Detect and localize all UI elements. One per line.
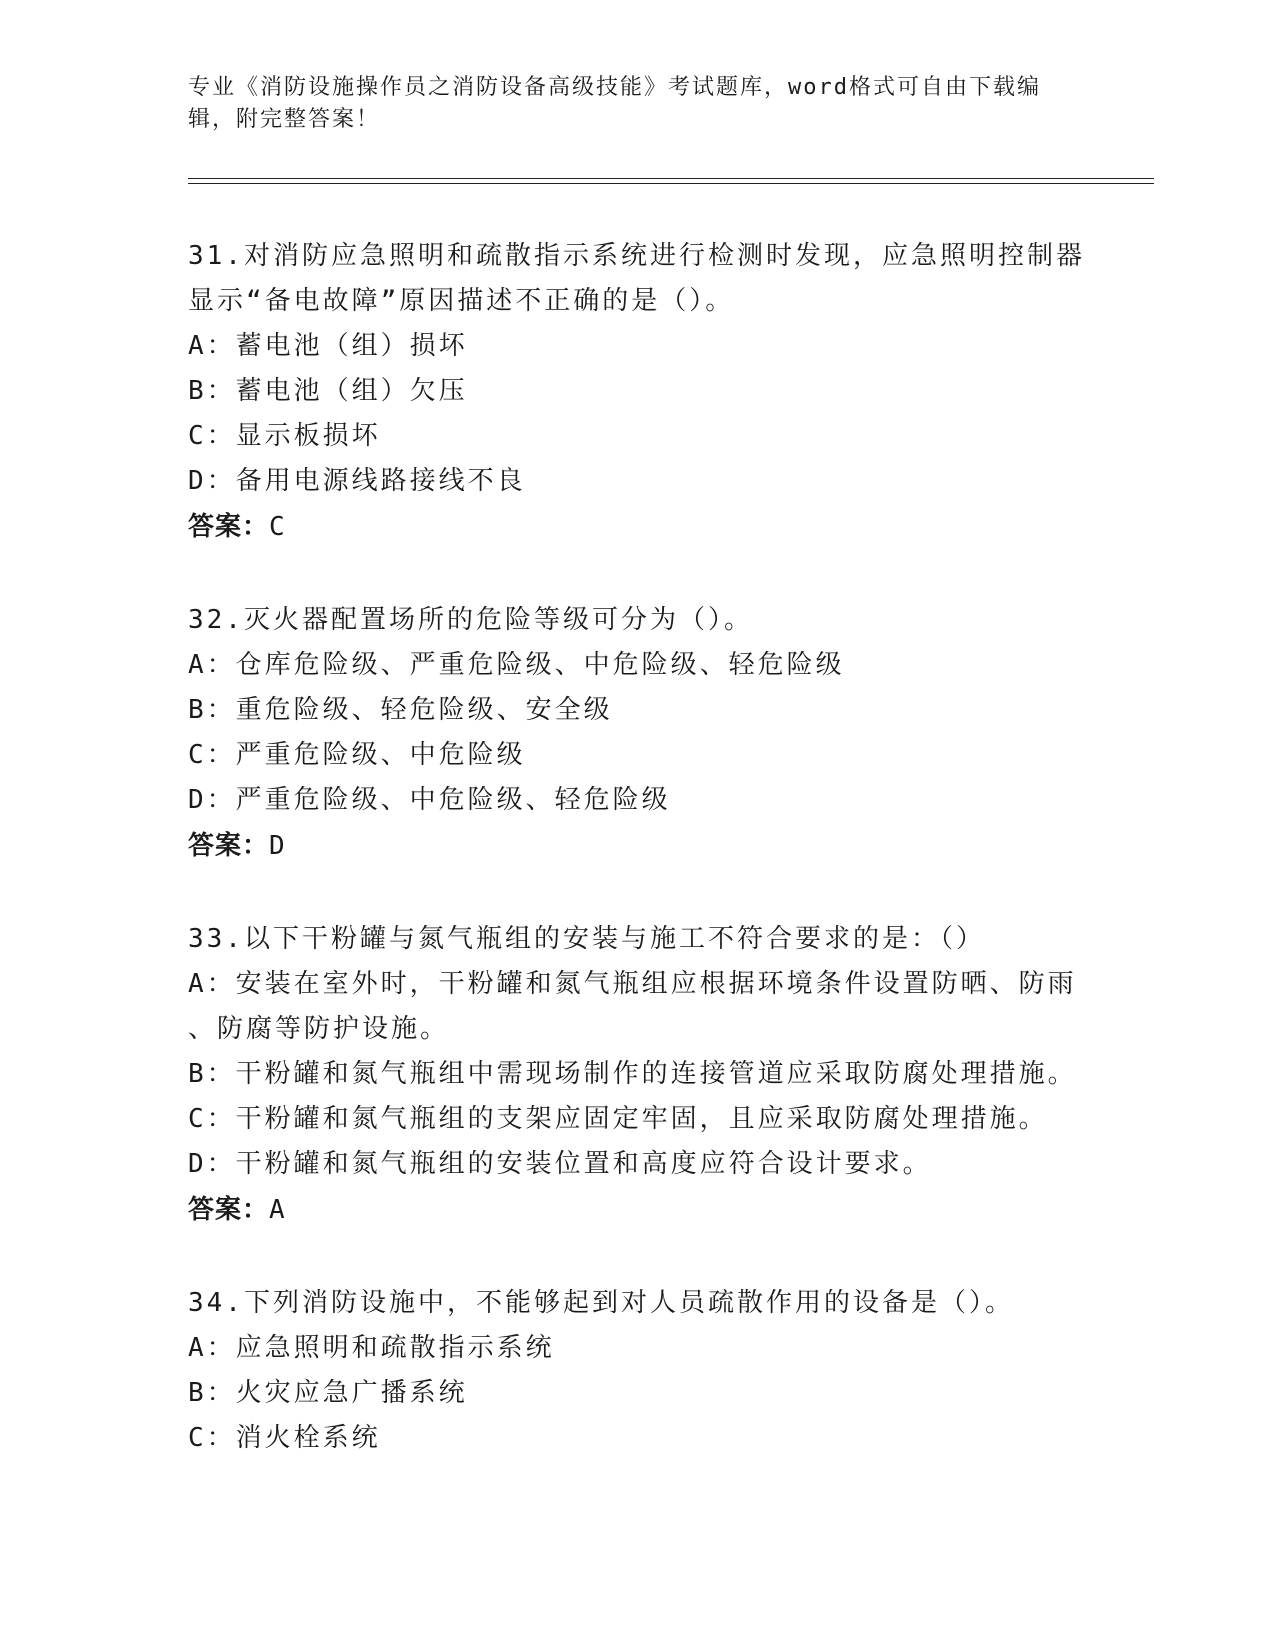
question-stem-line: 32.灭火器配置场所的危险等级可分为（）。	[188, 605, 753, 635]
option-a: A：仓库危险级、严重危险级、中危险级、轻危险级	[188, 650, 845, 680]
question-31	[188, 234, 1088, 550]
option-d: D：备用电源线路接线不良	[188, 466, 526, 496]
question-34	[188, 1281, 1088, 1461]
question-stem-line: 31.对消防应急照明和疏散指示系统进行检测时发现，应急照明控制器	[188, 241, 1085, 271]
header-divider-bottom	[188, 183, 1154, 184]
option-a: A：安装在室外时，干粉罐和氮气瓶组应根据环境条件设置防晒、防雨	[188, 969, 1077, 999]
option-c: C：干粉罐和氮气瓶组的支架应固定牢固，且应采取防腐处理措施。	[188, 1104, 1048, 1134]
option-c: C：显示板损坏	[188, 421, 381, 451]
option-c: C：消火栓系统	[188, 1423, 381, 1453]
option-b: B：重危险级、轻危险级、安全级	[188, 695, 613, 725]
option-d: D：干粉罐和氮气瓶组的安装位置和高度应符合设计要求。	[188, 1149, 932, 1179]
header-divider-top	[188, 178, 1154, 179]
question-stem-line: 33.以下干粉罐与氮气瓶组的安装与施工不符合要求的是：（）	[188, 924, 985, 954]
answer-value: C	[269, 512, 286, 542]
option-c: C：严重危险级、中危险级	[188, 740, 526, 770]
header-line-2: 辑，附完整答案！	[188, 107, 381, 132]
answer-label: 答案：	[188, 831, 270, 861]
document-header	[188, 72, 1088, 136]
answer-value: A	[269, 1195, 286, 1225]
answer-line	[188, 504, 1088, 550]
question-33	[188, 917, 1088, 1233]
header-line-1: 专业《消防设施操作员之消防设备高级技能》考试题库，word格式可自由下载编	[188, 75, 1041, 100]
question-stem-line: 34.下列消防设施中，不能够起到对人员疏散作用的设备是（）。	[188, 1288, 1014, 1318]
option-d: D：严重危险级、中危险级、轻危险级	[188, 785, 671, 815]
option-a-continued: 、防腐等防护设施。	[188, 1014, 450, 1044]
answer-line	[188, 823, 1088, 869]
option-b: B：干粉罐和氮气瓶组中需现场制作的连接管道应采取防腐处理措施。	[188, 1059, 1077, 1089]
answer-line	[188, 1187, 1088, 1233]
option-a: A：应急照明和疏散指示系统	[188, 1333, 555, 1363]
question-stem-line: 显示“备电故障”原因描述不正确的是（）。	[188, 286, 735, 316]
answer-label: 答案：	[188, 512, 270, 542]
option-b: B：蓄电池（组）欠压	[188, 376, 468, 406]
answer-label: 答案：	[188, 1195, 270, 1225]
option-a: A：蓄电池（组）损坏	[188, 331, 468, 361]
question-32	[188, 598, 1088, 869]
option-b: B：火灾应急广播系统	[188, 1378, 468, 1408]
answer-value: D	[269, 831, 286, 861]
